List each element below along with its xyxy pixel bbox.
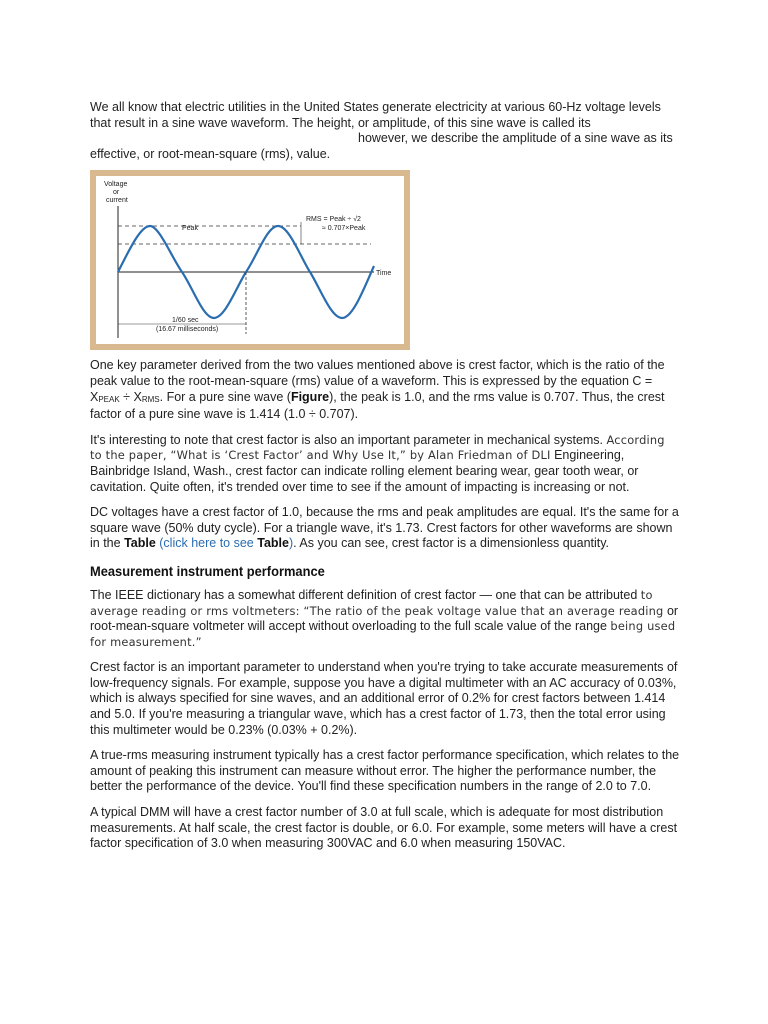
text: The IEEE dictionary has a somewhat different definition of crest factor — one that can be attributed	[90, 587, 641, 602]
ylabel-line-2: or	[113, 189, 120, 197]
paragraph-true-rms: A true-rms measuring instrument typically has a crest factor performance specification, which relates to the amount of peaking this instrument can measure without error. The higher the performance number, the better the performance of the device. You'll find these specification numbers in the range of 2.0 to 7.0.	[90, 748, 680, 794]
peak-label: Peak	[182, 225, 198, 233]
paragraph-ieee	[90, 588, 680, 650]
quote-text: being used for measurement.”	[90, 619, 676, 649]
text: Engineering, Bainbridge Island, Wash., crest factor can indicate rolling element bearing wear, gear tooth wear, or cavitation. Quite often, it's trended over time to see if the amount of impacting is increasing or not.	[90, 448, 639, 494]
period-label-2: (16.67 milliseconds)	[156, 326, 219, 334]
paragraph-crest-factor	[90, 358, 680, 422]
quote-text: According to the paper, “What is ‘Crest Factor’ and Why Use It,” by Alan Friedman of DLI	[90, 432, 665, 463]
intro-text-a: We all know that electric utilities in the United States generate electricity at various 60-Hz voltage levels that result in a sine wave waveform. The height, or amplitude, of this sine wave is called its	[90, 100, 661, 130]
period-label-1: 1/60 sec	[172, 317, 199, 325]
text: DC voltages have a crest factor of 1.0, because the rms and peak amplitudes are equal. It's the same for a square wave (50% duty cycle). For a triangle wave, it's 1.73. Crest factors for other waveforms are shown in the	[90, 505, 679, 551]
intro-text-b: however, we describe the amplitude of a sine wave as its effective, or root-mean-square (rms), value.	[90, 131, 673, 161]
text: Table	[257, 536, 289, 551]
table-reference: Table	[124, 536, 156, 551]
paragraph-mechanical	[90, 433, 680, 495]
time-label: Time	[376, 270, 392, 278]
ylabel-line-1: Voltage	[104, 181, 128, 189]
rms-label-2: ≈ 0.707×Peak	[322, 225, 366, 233]
article-body	[90, 100, 680, 862]
section-heading: Measurement instrument performance	[90, 562, 325, 579]
text: One key parameter derived from the two values mentioned above is crest factor, which is the ratio of the peak value to the root-mean-square (rms) value of a waveform. This is expressed by the equation C = X	[90, 358, 665, 404]
text: (click here to see	[155, 536, 258, 551]
text: It's interesting to note that crest factor is also an important parameter in mechanical systems.	[90, 432, 607, 447]
text: ÷ X	[119, 389, 142, 404]
subscript-peak: PEAK	[98, 394, 120, 404]
table-link[interactable]	[156, 536, 293, 550]
paragraph-dc-voltages	[90, 505, 680, 552]
text: or root-mean-square voltmeter will accept without overloading to the full scale value of the range	[90, 603, 679, 634]
figure-reference: Figure	[290, 389, 330, 404]
paragraph-low-frequency: Crest factor is an important parameter to understand when you're trying to take accurate measurements of low-frequency signals. For example, suppose you have a digital multimeter with an AC accuracy of 0.03%, which is always specified for sine waves, and an additional error of 0.2% for crest factors between 1.414 and 5.0. If you're measuring a triangular wave, which has a crest factor of 1.73, then the total error using this multimeter would be 0.23% (0.03% + 0.2%).	[90, 660, 678, 737]
sine-wave-diagram	[96, 176, 404, 344]
rms-label-1: RMS = Peak ÷ √2	[306, 216, 361, 224]
paragraph-intro	[90, 100, 680, 162]
subscript-rms: RMS	[141, 394, 160, 404]
text: )	[288, 536, 294, 551]
text: . As you can see, crest factor is a dimensionless quantity.	[293, 536, 610, 551]
figure-canvas	[96, 176, 404, 344]
text: ), the peak is 1.0, and the rms value is 0.707. Thus, the crest factor of a pure sine wave is 1.414 (1.0 ÷ 0.707).	[90, 389, 665, 422]
ylabel-line-3: current	[106, 197, 128, 205]
sine-wave-figure	[90, 170, 410, 350]
paragraph-typical-dmm: A typical DMM will have a crest factor number of 3.0 at full scale, which is adequate for most distribution measurements. At half scale, the crest factor is double, or 6.0. For example, some meters will have a crest factor specification of 3.0 when measuring 300VAC and 6.0 when measuring 150VAC.	[90, 805, 678, 851]
quote-text: to average reading or rms voltmeters: “The ratio of the peak voltage value that an average reading	[90, 587, 664, 618]
text: . For a pure sine wave (	[159, 389, 291, 404]
